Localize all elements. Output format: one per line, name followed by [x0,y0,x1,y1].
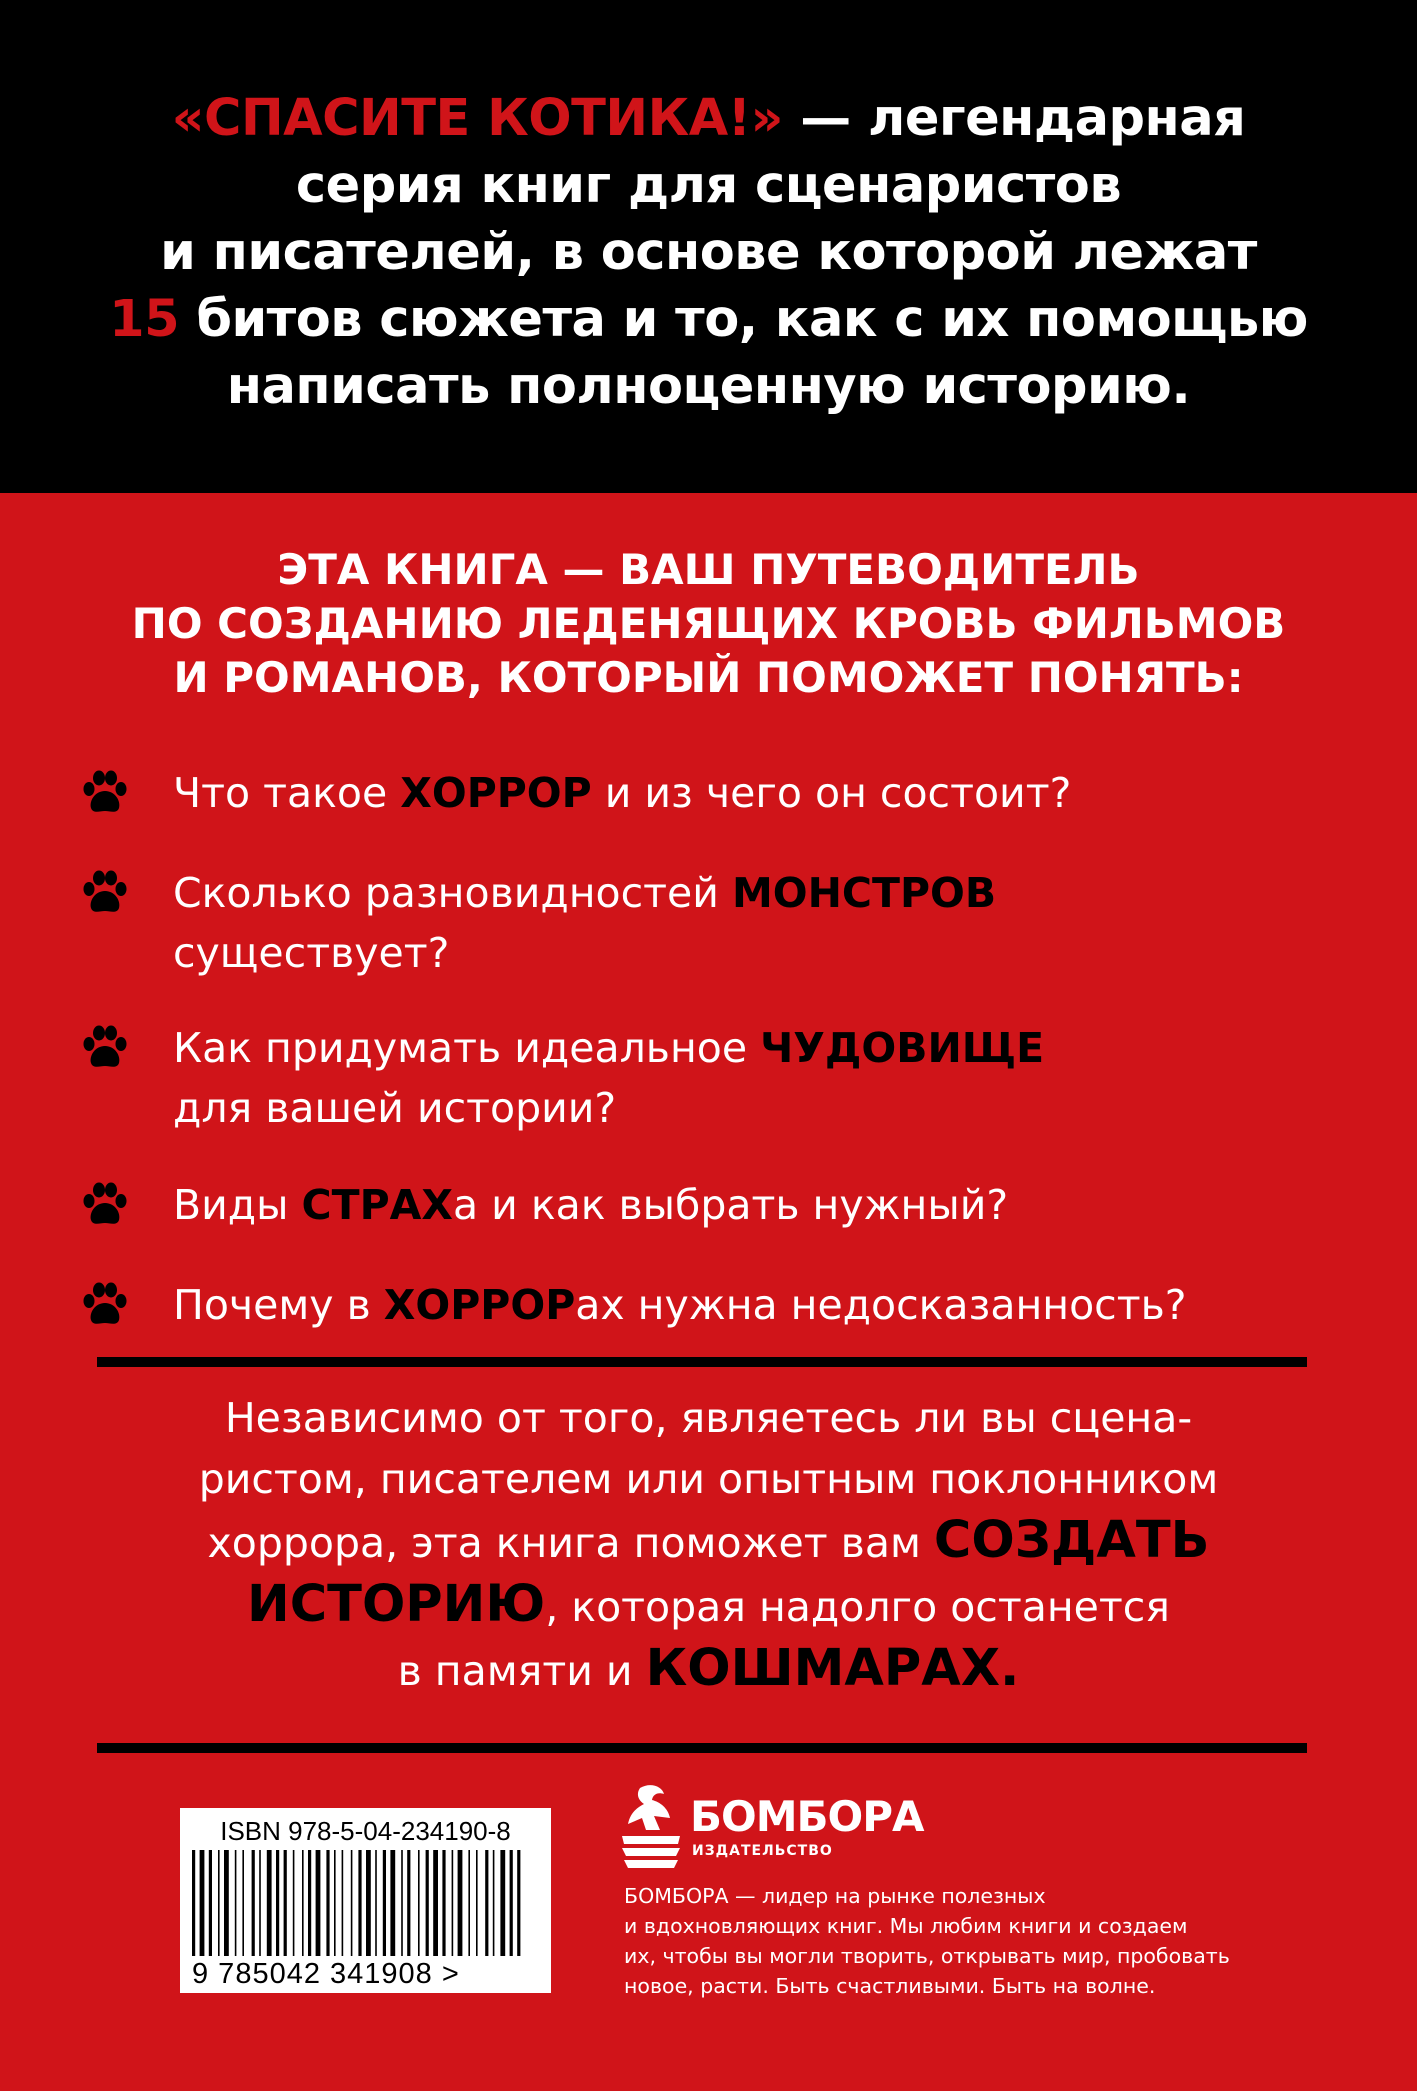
paw-icon [80,1279,130,1329]
keyword: СОЗДАТЬ [933,1511,1210,1570]
closing-line-3: хоррора, эта книга поможет вам СОЗДАТЬ [207,1511,1210,1570]
top-black-panel [0,0,1417,493]
logo-name: БОМБОРА [690,1792,924,1841]
divider-bottom [97,1743,1307,1753]
keyword: СТРАХ [301,1181,453,1229]
publisher-description [624,1881,1324,2001]
publisher-line-1: БОМБОРА — лидер на рынке полезных [624,1884,1046,1908]
intro-line-3: И РОМАНОВ, КОТОРЫЙ ПОМОЖЕТ ПОНЯТЬ: [173,653,1244,702]
logo-subtitle: ИЗДАТЕЛЬСТВО [692,1843,833,1859]
keyword: КОШМАРАХ. [645,1639,1020,1698]
closing-line-4: ИСТОРИЮ, которая надолго останется [247,1575,1170,1634]
publisher-line-2: и вдохновляющих книг. Мы любим книги и создаем [624,1914,1188,1938]
list-item-text: Сколько разновидностей МОНСТРОВ существует? [173,869,997,977]
closing-line-1: Независимо от того, являетесь ли вы сцена- [224,1394,1193,1442]
barcode-icon [192,1850,539,1958]
top-line-4-rest: битов сюжета и то, как с их помощью [179,290,1308,349]
publisher-logo [620,1780,924,1890]
publisher-line-4: новое, расти. Быть счастливыми. Быть на волне. [624,1974,1156,1998]
top-line-4 [0,286,1417,353]
publisher-line-3: их, чтобы вы могли творить, открывать мир, пробовать [624,1944,1230,1968]
barcode-box [180,1808,551,1993]
keyword: ЧУДОВИЩЕ [760,1024,1045,1072]
keyword: ХОРРОР [383,1281,576,1329]
top-line-1 [0,85,1417,152]
closing-paragraph [0,1388,1417,1702]
paw-icon [80,1179,130,1229]
red-panel [0,493,1417,2091]
intro-heading [0,543,1417,705]
list-item-text: Что такое ХОРРОР и из чего он состоит? [173,769,1072,817]
paw-icon [80,867,130,917]
list-item-text: Почему в ХОРРОРах нужна недосказанность? [173,1281,1187,1329]
paw-icon [80,767,130,817]
paw-icon [80,1022,130,1072]
series-title: «СПАСИТЕ КОТИКА!» [171,89,783,148]
top-line-5: написать полноценную историю. [226,357,1191,416]
top-line-2: серия книг для сценаристов [295,156,1122,215]
intro-line-1: ЭТА КНИГА — ВАШ ПУТЕВОДИТЕЛЬ [277,545,1140,594]
divider-top [97,1357,1307,1367]
top-line-3: и писателей, в основе которой лежат [160,223,1257,282]
keyword: МОНСТРОВ [731,869,997,917]
closing-line-2: ристом, писателем или опытным поклонником [198,1455,1219,1503]
beats-count: 15 [109,290,180,349]
top-line-1-rest: — легендарная [782,89,1246,148]
intro-line-2: ПО СОЗДАНИЮ ЛЕДЕНЯЩИХ КРОВЬ ФИЛЬМОВ [131,599,1286,648]
bombora-logo-icon [620,1780,686,1880]
list-item-text: Виды СТРАХа и как выбрать нужный? [173,1181,1009,1229]
closing-line-5: в памяти и КОШМАРАХ. [397,1639,1020,1698]
keyword: ХОРРОР [400,769,592,817]
barcode-digits: 9 785042 341908 > [192,1958,460,1990]
keyword: ИСТОРИЮ [247,1575,546,1634]
isbn-label: ISBN 978-5-04-234190-8 [220,1816,511,1846]
list-item-text: Как придумать идеальное ЧУДОВИЩЕ для вашей истории? [173,1024,1045,1132]
